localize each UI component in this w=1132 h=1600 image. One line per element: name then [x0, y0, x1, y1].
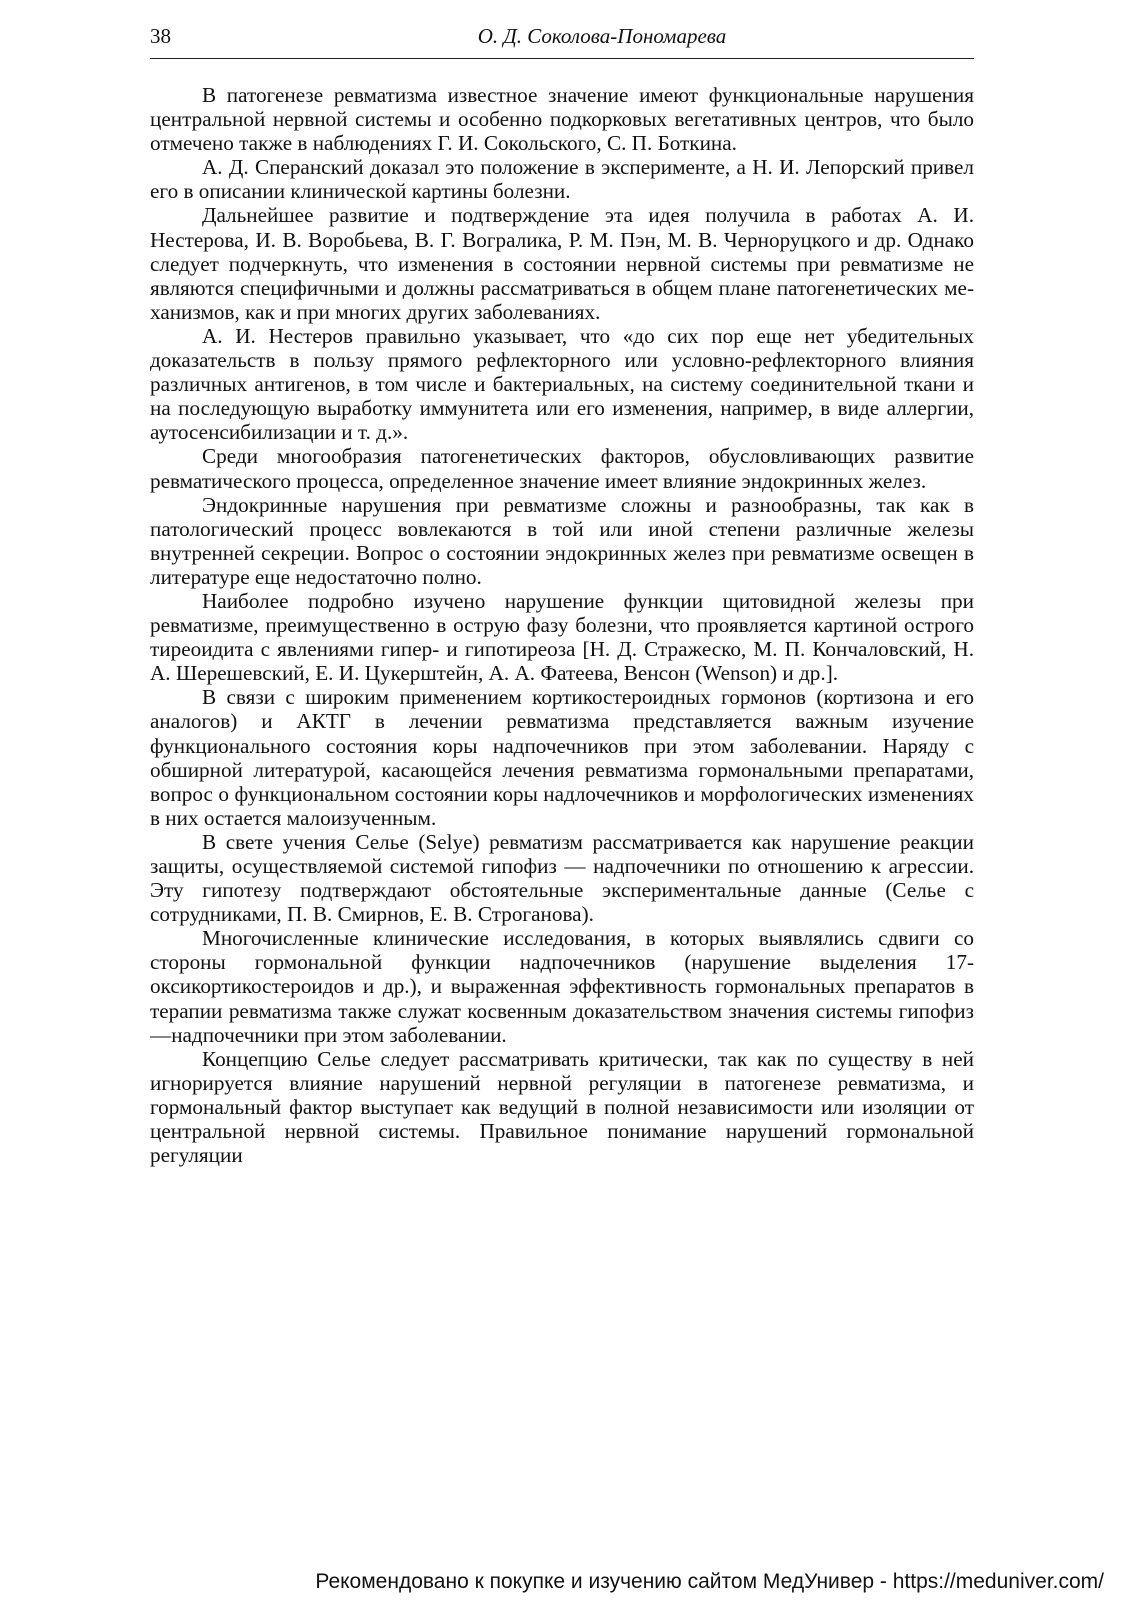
paragraph: Многочисленные клинические исследования, в которых выявлялись сдвиги со стороны гормональной функции надпочечников (нарушение выделения 17-оксикортикостероидов и др.), и выраженная эффективность гормональных препаратов в терапии ревматизма также служат косвенным доказательством значения системы гипофиз—надпочечники при этом заболевании. — [150, 926, 974, 1047]
page-body — [150, 83, 974, 1167]
running-head — [150, 18, 974, 59]
running-head-author: О. Д. Соколова-Пономарева — [477, 24, 727, 48]
paragraph: В связи с широким применением кортикостероидных гормонов (кортизона и его аналогов) и АКТГ в лечении ревматизма представляется важным изучение функционального состояния коры надпочечников при этом заболевании. Наряду с обширной литературой, касающейся лечения ревматизма гормональными препаратами, вопрос о функциональном состоянии коры надлочечников и морфологических изменениях в них остается малоизученным. — [150, 685, 974, 830]
paragraph: В свете учения Селье (Selye) ревматизм рассматривается как нарушение реакции защиты, осуществляемой системой гипофиз — надпочечники по отношению к агрессии. Эту гипотезу подтверждают обстоятельные экспериментальные данные (Селье с сотрудниками, П. В. Смирнов, Е. В. Строганова). — [150, 829, 974, 927]
paragraph: В патогенезе ревматизма известное значение имеют функциональные нарушения центральной нервной системы и особенно подкорковых вегетативных центров, что было отмечено также в наблюдениях Г. И. Сокольского, С. П. Боткина. — [150, 83, 974, 156]
paragraph: Среди многообразия патогенетических факторов, обусловливающих развитие ревматического процесса, определенное значение имеет влияние эндокринных желез. — [150, 444, 974, 493]
paragraph: Наиболее подробно изучено нарушение функции щитовидной железы при ревматизме, преимущественно в острую фазу болезни, что проявляется картиной острого тиреоидита с явлениями гипер- и гипотиреоза [Н. Д. Стражеско, М. П. Кончаловский, Н. А. Шерешевский, Е. И. Цукерштейн, А. А. Фатеева, Венсон (Wenson) и др.]. — [150, 588, 974, 686]
paragraph: Концепцию Селье следует рассматривать критически, так как по существу в ней игнорируется влияние нарушений нервной регуляции в патогенезе ревматизма, и гормональный фактор выступает как ведущий в полной независимости или изоляции от центральной нервной системы. Правильное понимание нарушений гормональной регуляции — [150, 1046, 974, 1168]
paragraph: А. Д. Сперанский доказал это положение в эксперименте, а Н. И. Лепорский привел его в описании клинической картины болезни. — [150, 155, 974, 204]
footer-recommendation: Рекомендовано к покупке и изучению сайтом МедУнивер - https://meduniver.com/ — [315, 1570, 1104, 1593]
paragraph: Дальнейшее развитие и подтверждение эта идея получила в работах А. И. Нестерова, И. В. Воробьева, В. Г. Вогралика, Р. М. Пэн, М. В. Черноруцкого и др. Однако следует подчеркнуть, что изменения в состоянии нервной системы при ревматизме не являются специфичными и должны рассматриваться в общем плане патогенетических механизмов, как и при многих других заболеваниях. — [150, 203, 974, 324]
page-number: 38 — [150, 24, 171, 48]
paragraph: Эндокринные нарушения при ревматизме сложны и разнообразны, так как в патологический процесс вовлекаются в той или иной степени различные железы внутренней секреции. Вопрос о состоянии эндокринных желез при ревматизме освещен в литературе еще недостаточно полно. — [150, 492, 974, 589]
paragraph: А. И. Нестеров правильно указывает, что «до сих пор еще нет убедительных доказательств в пользу прямого рефлекторного или условно-рефлекторного влияния различных антигенов, в том числе и бактериальных, на систему соединительной ткани и на последующую выработку иммунитета или его изменения, например, в виде аллергии, аутосенсибилизации и т. д.». — [150, 323, 974, 445]
